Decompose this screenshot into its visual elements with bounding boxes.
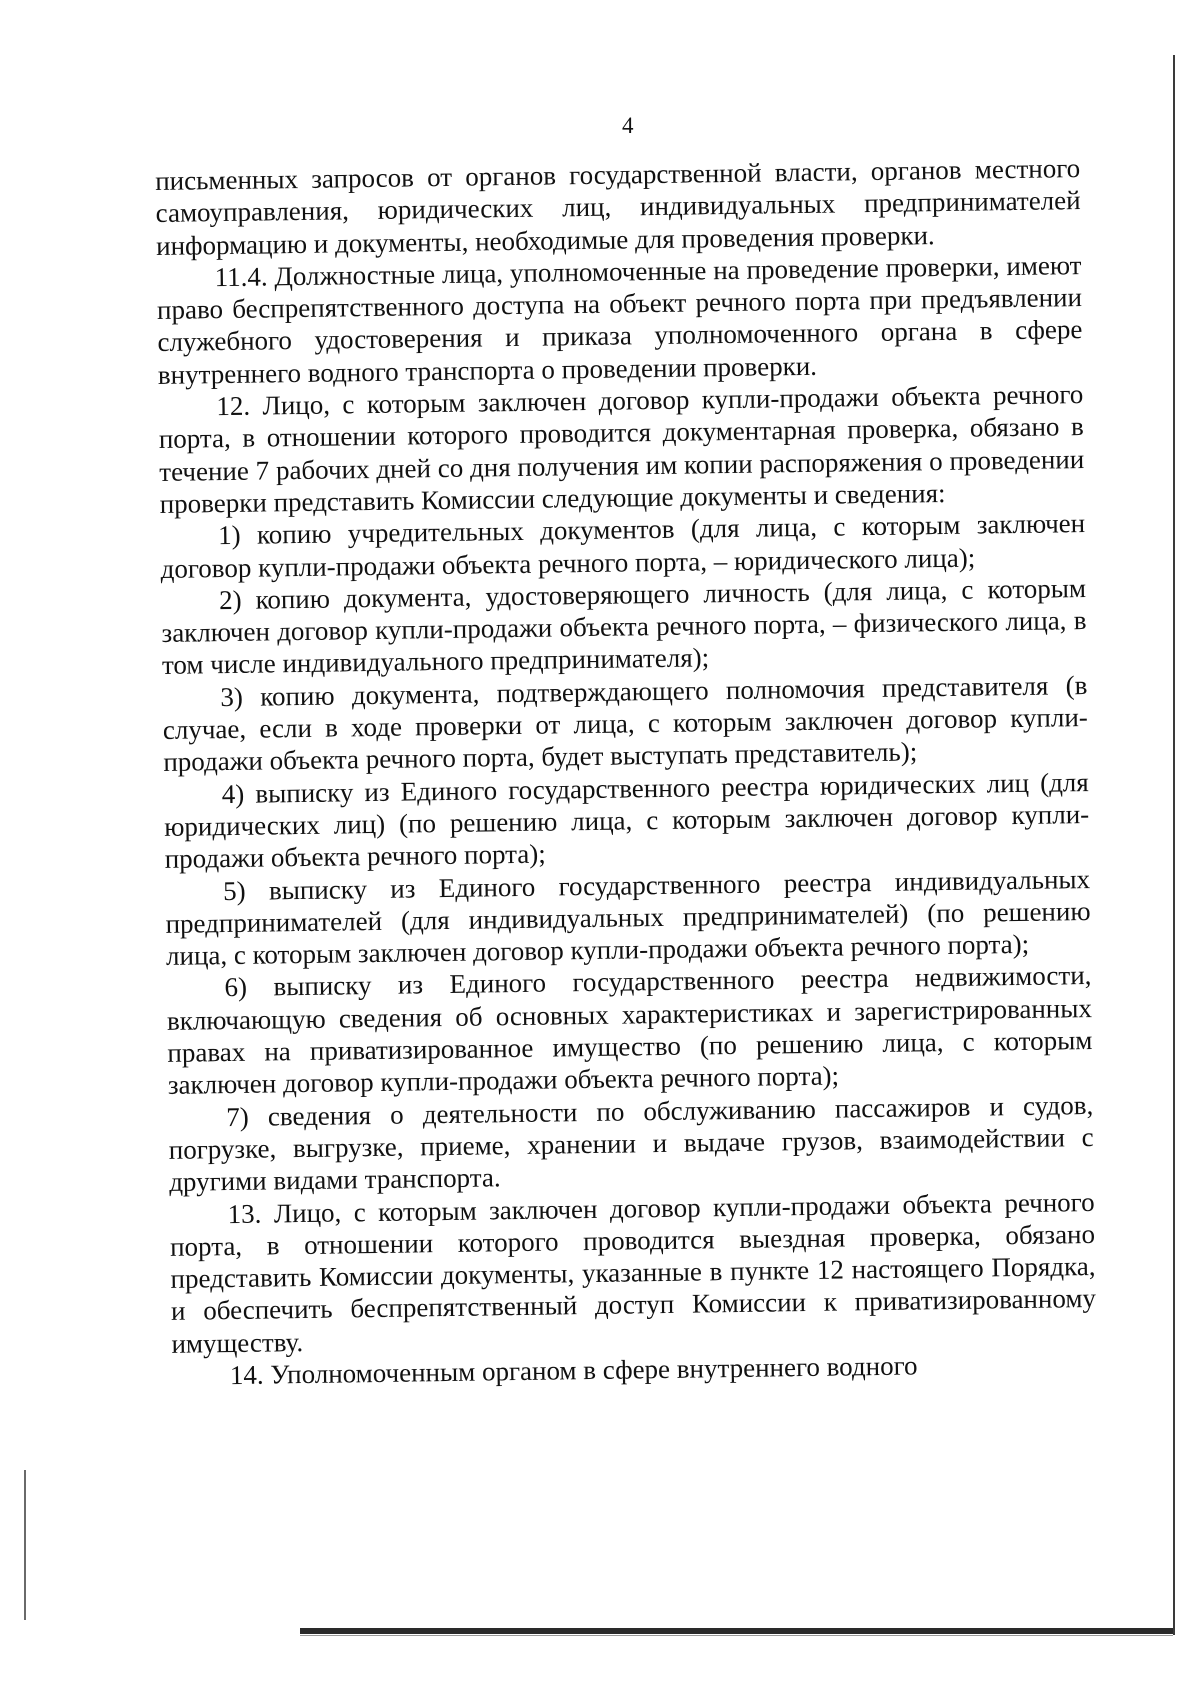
list-item-3: 3) копию документа, подтверждающего полномочия представителя (в случае, если в ходе проверки от лица, с которым заключен договор купли-продажи объекта речного порта, будет выступать представитель); — [162, 669, 1089, 778]
scan-edge-bottom-shadow — [300, 1635, 1173, 1636]
paragraph-continuation: письменных запросов от органов государственной власти, органов местного самоуправления, юридических лиц, индивидуальных предпринимателей информацию и документы, необходимые для проведения проверки. — [155, 153, 1081, 261]
scan-edge-left — [24, 1470, 26, 1620]
list-item-4: 4) выписку из Единого государственного реестра юридических лиц (для юридических лиц) (по решению лица, с которым заключен договор купли-продажи объекта речного порта); — [164, 766, 1090, 875]
list-item-1: 1) копию учредительных документов (для лица, с которым заключен договор купли-продажи объекта речного порта, – юридического лица); — [160, 508, 1086, 584]
paragraph-14: 14. Уполномоченным органом в сфере внутреннего водного — [229, 1350, 918, 1391]
paragraph-11-4: 11.4. Должностные лица, уполномоченные на проведение проверки, имеют право беспрепятственного доступа на объект речного порта при предъявлении служебного удостоверения и приказа уполномоченного органа в сфере внутреннего водного транспорта о проведении проверки. — [156, 249, 1083, 390]
scan-edge-bottom — [300, 1628, 1173, 1634]
list-item-6: 6) выписку из Единого государственного реестра недвижимости, включающую сведения об основных характеристиках и зарегистрированных правах на приватизированное имущество (по решению лица, с которым заключен договор купли-продажи объекта речного порта); — [166, 960, 1093, 1101]
list-item-7: 7) сведения о деятельности по обслуживанию пассажиров и судов, погрузке, выгрузке, приеме, хранении и выдаче грузов, взаимодействии с другими видами транспорта. — [168, 1089, 1094, 1198]
page-number: 4 — [622, 113, 634, 138]
list-item-2: 2) копию документа, удостоверяющего личность (для лица, с которым заключен договор купли-продажи объекта речного порта, – физического лица, в том числе индивидуального предпринимателя); — [161, 572, 1087, 681]
paragraph-13: 13. Лицо, с которым заключен договор купли-продажи объекта речного порта, в отношении которого проводится выездная проверка, обязано представить Комиссии документы, указанные в пункте 12 настоящего Порядка, и обеспечить беспрепятственный доступ Комиссии к приватизированному имуществу. — [169, 1186, 1097, 1359]
paragraph-12: 12. Лицо, с которым заключен договор купли-продажи объекта речного порта, в отношении которого проводится документарная проверка, обязано в течение 7 рабочих дней со дня получения им копии распоряжения о проведении проверки представить Комиссии следующие документы и сведения: — [158, 379, 1085, 519]
scan-edge-right — [1173, 55, 1175, 1635]
list-item-5: 5) выписку из Единого государственного реестра индивидуальных предпринимателей (для индивидуальных предпринимателей) (по решению лица, с которым заключен договор купли-продажи объекта речного порта); — [165, 863, 1091, 972]
document-body — [155, 152, 1097, 1392]
